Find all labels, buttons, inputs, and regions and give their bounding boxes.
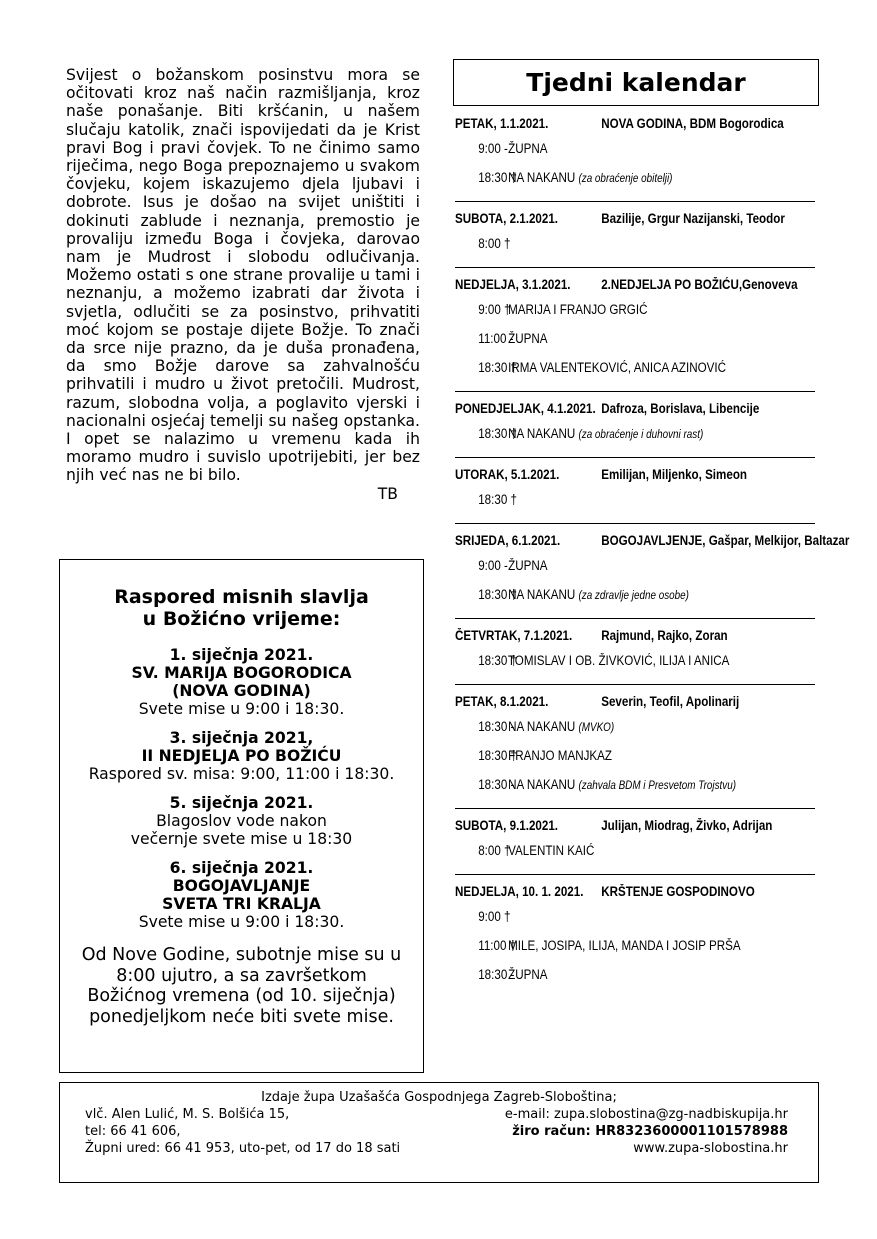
footer-row-1 bbox=[60, 1106, 818, 1123]
calendar-day bbox=[455, 274, 815, 392]
event-intention: IRMA VALENTEKOVIĆ, ANICA AZINOVIĆ bbox=[508, 360, 726, 375]
footer-email: e-mail: zupa.slobostina@zg-nadbiskupija.hr bbox=[504, 1107, 788, 1122]
calendar-event bbox=[455, 713, 837, 742]
weekly-calendar bbox=[455, 113, 850, 1004]
calendar-day-name: ČETVRTAK, 7.1.2021. bbox=[455, 628, 573, 643]
event-intention: NA NAKANU bbox=[508, 170, 579, 185]
calendar-day bbox=[455, 464, 815, 524]
schedule-feast-sub: SVETA TRI KRALJA bbox=[162, 895, 321, 913]
calendar-day-saints: Severin, Teofil, Apolinarij bbox=[601, 694, 740, 709]
footer-row-2 bbox=[60, 1123, 818, 1140]
event-note: (za zdravlje jedne osobe) bbox=[578, 590, 689, 602]
calendar-day bbox=[455, 208, 815, 268]
event-time: 8:00 † bbox=[478, 843, 511, 858]
footer-web: www.zupa-slobostina.hr bbox=[633, 1141, 788, 1156]
calendar-day-saints: KRŠTENJE GOSPODINOVO bbox=[601, 884, 755, 899]
event-intention: MARIJA I FRANJO GRGIĆ bbox=[508, 302, 648, 317]
event-intention: FRANJO MANJKAZ bbox=[508, 748, 612, 763]
event-time: 18:30 † bbox=[478, 170, 517, 185]
calendar-day-name: SUBOTA, 9.1.2021. bbox=[455, 818, 559, 833]
calendar-day-name: PONEDJELJAK, 4.1.2021. bbox=[455, 401, 596, 416]
event-time: 18:30 - bbox=[478, 777, 515, 792]
calendar-event bbox=[455, 552, 837, 581]
calendar-day-name: PETAK, 1.1.2021. bbox=[455, 116, 549, 131]
calendar-event bbox=[455, 135, 837, 164]
schedule-title bbox=[60, 586, 423, 630]
calendar-day-header bbox=[455, 208, 814, 230]
calendar-day bbox=[455, 530, 850, 619]
event-time: 9:00 - bbox=[478, 558, 508, 573]
calendar-day bbox=[455, 691, 815, 809]
event-time: 18:30 † bbox=[478, 748, 517, 763]
schedule-block-new-year bbox=[60, 646, 423, 718]
calendar-day-header bbox=[455, 530, 850, 552]
event-intention: NA NAKANU bbox=[508, 719, 579, 734]
schedule-feast: BOGOJAVLJANJE bbox=[172, 877, 311, 895]
event-time: 9:00 - bbox=[478, 141, 508, 156]
event-time: 18:30 † bbox=[478, 492, 517, 507]
event-note: (MVKO) bbox=[578, 722, 615, 734]
calendar-event bbox=[455, 486, 837, 515]
event-intention: NA NAKANU bbox=[508, 777, 579, 792]
calendar-day bbox=[455, 881, 815, 998]
event-time: 11:00 - bbox=[478, 331, 514, 346]
calendar-day-saints: 2.NEDJELJA PO BOŽIĆU,Genoveva bbox=[601, 277, 798, 292]
footer-office: Župni ured: 66 41 953, uto-pet, od 17 do 18 sati bbox=[85, 1141, 401, 1156]
schedule-feast-sub: (NOVA GODINA) bbox=[172, 682, 311, 700]
calendar-day-saints: Rajmund, Rajko, Zoran bbox=[601, 628, 728, 643]
event-time: 18:30 † bbox=[478, 653, 517, 668]
event-time: 18:30 † bbox=[478, 587, 517, 602]
event-note: (za obraćenje obitelji) bbox=[578, 173, 673, 185]
calendar-event bbox=[455, 354, 837, 383]
schedule-date: 3. siječnja 2021, bbox=[169, 729, 314, 747]
event-time: 9:00 † bbox=[478, 909, 511, 924]
event-intention: ŽUPNA bbox=[508, 558, 548, 573]
calendar-event bbox=[455, 961, 837, 990]
schedule-feast: II NEDJELJA PO BOŽIĆU bbox=[141, 747, 342, 765]
event-note: (za obraćenje i duhovni rast) bbox=[578, 429, 704, 441]
calendar-day-header bbox=[455, 691, 814, 713]
calendar-day-header bbox=[455, 625, 814, 647]
calendar-day-saints: Bazilije, Grgur Nazijanski, Teodor bbox=[601, 211, 785, 226]
footer-publisher: Izdaje župa Uzašašća Gospodnjega Zagreb-Sloboština; bbox=[261, 1090, 617, 1105]
event-time: 11:00 † bbox=[478, 938, 517, 953]
event-note: (zahvala BDM i Presvetom Trojstvu) bbox=[578, 780, 737, 792]
event-time: 8:00 † bbox=[478, 236, 511, 251]
event-intention: VALENTIN KAIĆ bbox=[508, 843, 595, 858]
calendar-day-name: SUBOTA, 2.1.2021. bbox=[455, 211, 559, 226]
schedule-times: Raspored sv. misa: 9:00, 11:00 i 18:30. bbox=[88, 765, 395, 783]
footer bbox=[59, 1082, 819, 1183]
schedule-date: 6. siječnja 2021. bbox=[169, 859, 314, 877]
mass-schedule-box bbox=[59, 559, 424, 1073]
calendar-event bbox=[455, 230, 837, 259]
calendar-day-header bbox=[455, 398, 814, 420]
schedule-date: 1. siječnja 2021. bbox=[169, 646, 314, 664]
calendar-day-header bbox=[455, 815, 814, 837]
calendar-event bbox=[455, 164, 837, 193]
schedule-block-water-blessing bbox=[60, 794, 423, 848]
calendar-day-name: NEDJELJA, 10. 1. 2021. bbox=[455, 884, 584, 899]
article-signature: TB bbox=[377, 484, 398, 503]
calendar-day-header bbox=[455, 113, 814, 135]
schedule-text: večernje svete mise u 18:30 bbox=[130, 830, 353, 848]
calendar-day-saints: NOVA GODINA, BDM Bogorodica bbox=[601, 116, 784, 131]
calendar-day bbox=[455, 398, 815, 458]
calendar-day-name: PETAK, 8.1.2021. bbox=[455, 694, 549, 709]
calendar-event bbox=[455, 325, 837, 354]
article-text: Svijest o božanskom posinstvu mora se očitovati kroz naš način razmišljanja, kroz naše ponašanje. Biti kršćanin, u našem slučaju katolik, znači ispovijedati da je Krist pravi Bog i pravi čovjek. To ne činimo samo riječima, nego Boga prepoznajemo u svakom čovjeku, kojem iskazujemo djela ljubavi i dobrote. Isus je došao na svijet uništiti i dokinuti zablude i neznanja, premostio je provaliju između Boga i čovjeka, darovao nam je Mudrost i slobodu odlučivanja. Možemo ostati s one strane provalije u tami i neznanju, a možemo izabrati dar života i svjetla, odlučiti se za posinstvo, prihvatiti moć kojom se postaje dijete Božje. To znači da srce nije prazno, da je duša pronađena, da smo Božje darove sa zahvalnošću prihvatili i mudro u život pretočili. Mudrost, razum, slobodna volja, a poglavito vjerski i nacionalni osjećaj temelji su našeg opstanka. I opet se nalazimo u vremenu kada ih moramo mudro i suvislo upotrijebiti, jer bez njih već nas ne bi bilo. bbox=[66, 66, 420, 485]
schedule-times: Svete mise u 9:00 i 18:30. bbox=[138, 700, 345, 718]
calendar-event bbox=[455, 647, 837, 676]
schedule-block-epiphany bbox=[60, 859, 423, 931]
event-time: 18:30 - bbox=[478, 719, 515, 734]
calendar-day-name: UTORAK, 5.1.2021. bbox=[455, 467, 560, 482]
calendar-day-saints: Julijan, Miodrag, Živko, Adrijan bbox=[601, 818, 773, 833]
schedule-date: 5. siječnja 2021. bbox=[169, 794, 314, 812]
article bbox=[66, 66, 420, 503]
calendar-day-name: SRIJEDA, 6.1.2021. bbox=[455, 533, 561, 548]
calendar-event bbox=[455, 420, 837, 449]
calendar-day-saints: BOGOJAVLJENJE, Gašpar, Melkijor, Baltazar bbox=[601, 533, 850, 548]
footer-priest: vlč. Alen Lulić, M. S. Bolšića 15, bbox=[85, 1107, 290, 1122]
footer-account: žiro račun: HR8323600001101578988 bbox=[512, 1124, 788, 1139]
footer-tel: tel: 66 41 606, bbox=[85, 1124, 181, 1139]
schedule-feast: SV. MARIJA BOGORODICA bbox=[131, 664, 352, 682]
event-intention: ŽUPNA bbox=[508, 331, 548, 346]
event-intention: NA NAKANU bbox=[508, 426, 579, 441]
schedule-title-line-2: u Božićno vrijeme: bbox=[142, 608, 341, 630]
schedule-title-line-1: Raspored misnih slavlja bbox=[114, 586, 369, 608]
event-time: 18:30 - bbox=[478, 967, 515, 982]
calendar-title: Tjedni kalendar bbox=[453, 59, 819, 106]
event-time: 18:30 † bbox=[478, 360, 517, 375]
event-intention: ŽUPNA bbox=[508, 967, 548, 982]
calendar-event bbox=[455, 581, 837, 610]
calendar-day-saints: Dafroza, Borislava, Libencije bbox=[601, 401, 760, 416]
calendar-day bbox=[455, 113, 815, 202]
calendar-event bbox=[455, 742, 837, 771]
event-intention: NA NAKANU bbox=[508, 587, 579, 602]
calendar-day-header bbox=[455, 274, 814, 296]
calendar-event bbox=[455, 771, 837, 800]
footer-row-3 bbox=[60, 1140, 818, 1157]
calendar-day bbox=[455, 815, 815, 875]
schedule-times: Svete mise u 9:00 i 18:30. bbox=[138, 913, 345, 931]
calendar-event bbox=[455, 296, 837, 325]
calendar-event bbox=[455, 837, 837, 866]
event-intention: MILE, JOSIPA, ILIJA, MANDA I JOSIP PRŠA bbox=[508, 938, 741, 953]
calendar-event bbox=[455, 932, 837, 961]
schedule-note: Od Nove Godine, subotnje mise su u 8:00 ujutro, a sa završetkom Božićnog vremena (od 10. siječnja) ponedjeljkom neće biti svete mise. bbox=[81, 945, 402, 1027]
event-time: 18:30 † bbox=[478, 426, 517, 441]
event-intention: TOMISLAV I OB. ŽIVKOVIĆ, ILIJA I ANICA bbox=[507, 653, 730, 668]
event-time: 9:00 † bbox=[478, 302, 511, 317]
calendar-event bbox=[455, 903, 837, 932]
calendar-day-name: NEDJELJA, 3.1.2021. bbox=[455, 277, 571, 292]
calendar-day-header bbox=[455, 881, 814, 903]
calendar-day-saints: Emilijan, Miljenko, Simeon bbox=[601, 467, 748, 482]
calendar-day bbox=[455, 625, 815, 685]
schedule-text: Blagoslov vode nakon bbox=[156, 812, 327, 830]
event-intention: ŽUPNA bbox=[508, 141, 548, 156]
calendar-day-header bbox=[455, 464, 814, 486]
schedule-block-second-sunday bbox=[60, 729, 423, 783]
